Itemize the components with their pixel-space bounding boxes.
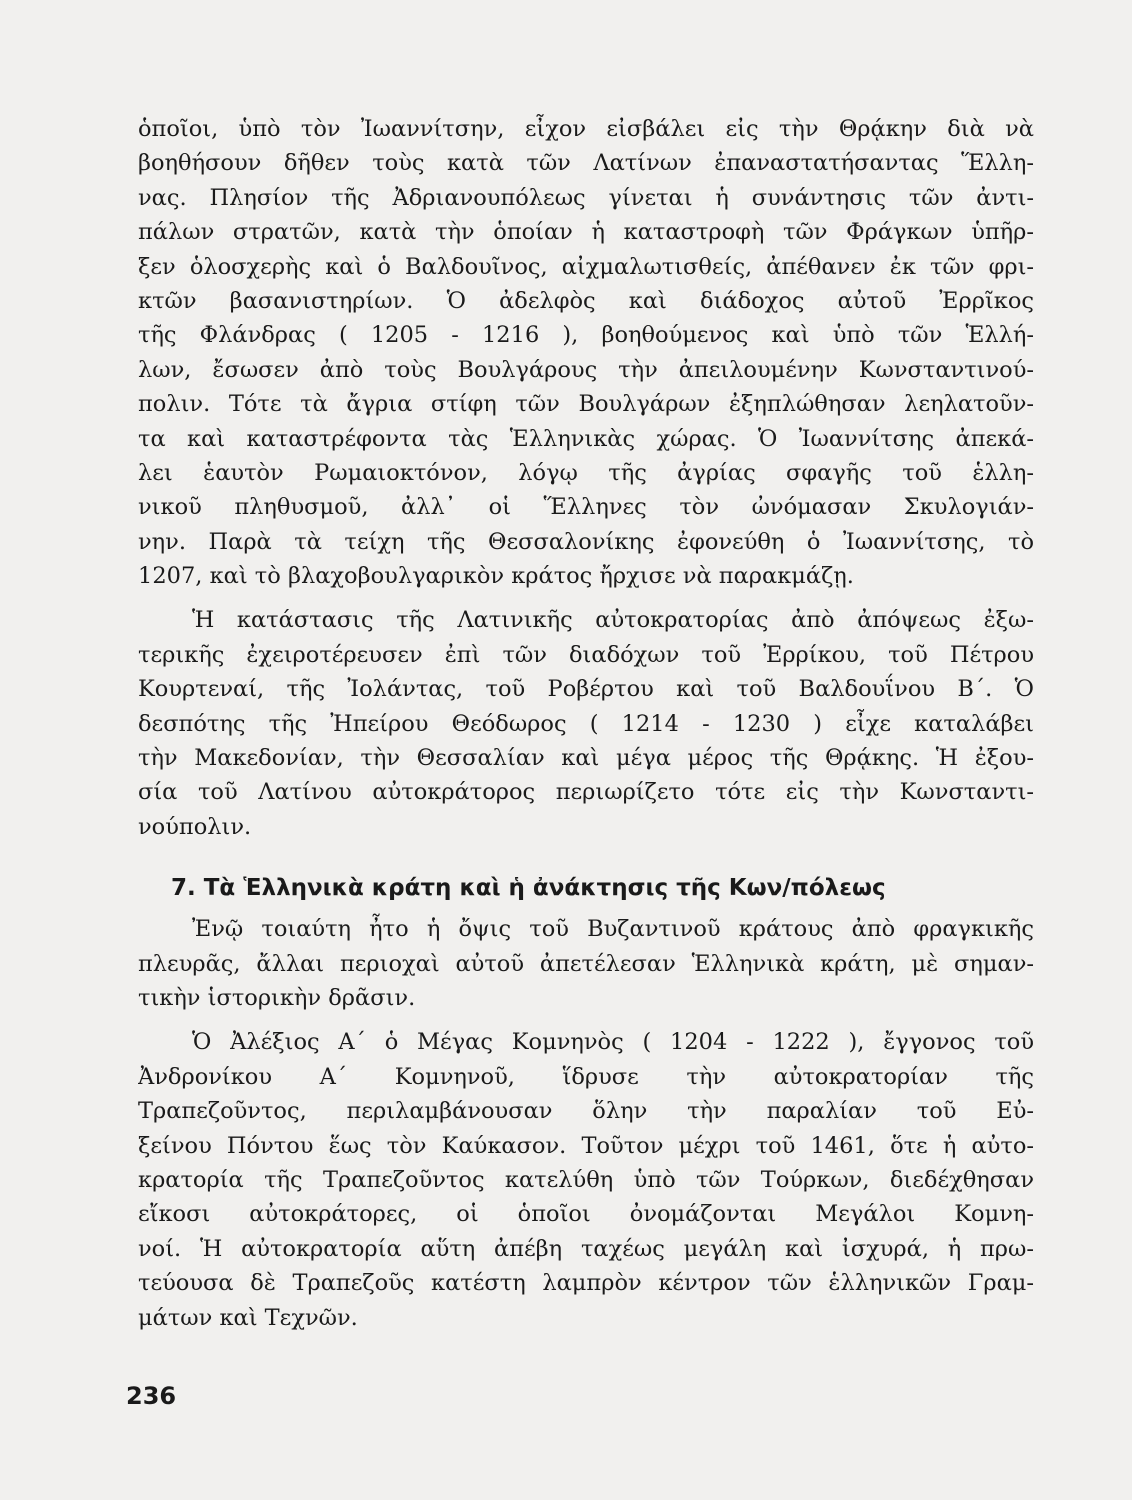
text-line: μάτων καὶ Τεχνῶν. xyxy=(138,1304,358,1331)
text-line: τὴν Μακεδονίαν, τὴν Θεσσαλίαν καὶ μέγα μέρος τῆς Θρᾴκης. Ἡ ἐξου- xyxy=(138,745,1034,772)
text-line: τερικῆς ἐχειροτέρευσεν ἐπὶ τῶν διαδόχων τοῦ Ἐρρίκου, τοῦ Πέτρου xyxy=(138,641,1034,668)
paragraph-2 xyxy=(138,603,1034,844)
text-line: τα καὶ καταστρέφοντα τὰς Ἑλληνικὰς χώρας. Ὁ Ἰωαννίτσης ἀπεκά- xyxy=(138,425,1034,452)
paragraph-4 xyxy=(138,1025,1034,1335)
text-line: εἴκοσι αὐτοκράτορες, οἱ ὁποῖοι ὀνομάζονται Μεγάλοι Κομνη- xyxy=(138,1201,1034,1228)
text-line: ξεν ὁλοσχερὴς καὶ ὁ Βαλδουῖνος, αἰχμαλωτισθείς, ἀπέθανεν ἐκ τῶν φρι- xyxy=(138,253,1034,280)
text-line: νούπολιν. xyxy=(138,813,252,840)
text-line: νην. Παρὰ τὰ τείχη τῆς Θεσσαλονίκης ἐφονεύθη ὁ Ἰωαννίτσης, τὸ xyxy=(138,528,1034,555)
text-line: σία τοῦ Λατίνου αὐτοκράτορος περιωρίζετο τότε εἰς τὴν Κωνσταντι- xyxy=(138,779,1034,806)
text-line: Ὁ Ἀλέξιος Α΄ ὁ Μέγας Κομνηνὸς ( 1204 - 1222 ), ἔγγονος τοῦ xyxy=(192,1029,1034,1056)
paragraph-1 xyxy=(138,112,1034,593)
text-line: πάλων στρατῶν, κατὰ τὴν ὁποίαν ἡ καταστροφὴ τῶν Φράγκων ὑπῆρ- xyxy=(138,219,1034,246)
text-line: Τραπεζοῦντος, περιλαμβάνουσαν ὅλην τὴν παραλίαν τοῦ Εὐ- xyxy=(138,1098,1034,1125)
text-line: τεύουσα δὲ Τραπεζοῦς κατέστη λαμπρὸν κέντρον τῶν ἑλληνικῶν Γραμ- xyxy=(138,1270,1034,1297)
section-heading: 7. Τὰ Ἑλληνικὰ κράτη καὶ ἡ ἀνάκτησις τῆς Κων/πόλεως xyxy=(171,875,886,902)
text-line: Κουρτεναί, τῆς Ἰολάντας, τοῦ Ροβέρτου καὶ τοῦ Βαλδουΐνου Β΄. Ὁ xyxy=(138,676,1034,703)
text-line: κτῶν βασανιστηρίων. Ὁ ἀδελφὸς καὶ διάδοχος αὐτοῦ Ἐρρῖκος xyxy=(138,287,1034,314)
text-line: τικὴν ἱστορικὴν δρᾶσιν. xyxy=(138,984,416,1011)
text-line: δεσπότης τῆς Ἠπείρου Θεόδωρος ( 1214 - 1230 ) εἶχε καταλάβει xyxy=(138,710,1034,737)
paragraph-3 xyxy=(138,912,1034,1015)
text-line: πλευρᾶς, ἄλλαι περιοχαὶ αὐτοῦ ἀπετέλεσαν Ἑλληνικὰ κράτη, μὲ σημαν- xyxy=(138,950,1034,977)
page-body xyxy=(138,112,1034,1335)
text-line: Ἐνῷ τοιαύτη ἦτο ἡ ὄψις τοῦ Βυζαντινοῦ κράτους ἀπὸ φραγκικῆς xyxy=(192,916,1034,943)
text-line: λων, ἔσωσεν ἀπὸ τοὺς Βουλγάρους τὴν ἀπειλουμένην Κωνσταντινού- xyxy=(138,356,1034,383)
text-line: λει ἑαυτὸν Ρωμαιοκτόνον, λόγῳ τῆς ἀγρίας σφαγῆς τοῦ ἑλλη- xyxy=(138,459,1034,486)
text-line: Ἀνδρονίκου Α΄ Κομνηνοῦ, ἵδρυσε τὴν αὐτοκρατορίαν τῆς xyxy=(138,1063,1034,1090)
text-line: νικοῦ πληθυσμοῦ, ἀλλ᾽ οἱ Ἕλληνες τὸν ὠνόμασαν Σκυλογιάν- xyxy=(138,494,1034,521)
text-line: ξείνου Πόντου ἕως τὸν Καύκασον. Τοῦτον μέχρι τοῦ 1461, ὅτε ἡ αὐτο- xyxy=(138,1132,1034,1159)
text-line: κρατορία τῆς Τραπεζοῦντος κατελύθη ὑπὸ τῶν Τούρκων, διεδέχθησαν xyxy=(138,1166,1034,1193)
text-line: πολιν. Τότε τὰ ἄγρια στίφη τῶν Βουλγάρων ἐξηπλώθησαν λεηλατοῦν- xyxy=(138,391,1034,418)
page-number: 236 xyxy=(126,1382,177,1410)
text-line: νας. Πλησίον τῆς Ἀδριανουπόλεως γίνεται ἡ συνάντησις τῶν ἀντι- xyxy=(138,184,1034,211)
text-line: τῆς Φλάνδρας ( 1205 - 1216 ), βοηθούμενος καὶ ὑπὸ τῶν Ἑλλή- xyxy=(138,322,1034,349)
text-line: Ἡ κατάστασις τῆς Λατινικῆς αὐτοκρατορίας ἀπὸ ἀπόψεως ἐξω- xyxy=(192,607,1034,634)
text-line: 1207, καὶ τὸ βλαχοβουλγαρικὸν κράτος ἤρχισε νὰ παρακμάζῃ. xyxy=(138,563,854,590)
text-line: βοηθήσουν δῆθεν τοὺς κατὰ τῶν Λατίνων ἐπαναστατήσαντας Ἕλλη- xyxy=(138,150,1034,177)
text-line: νοί. Ἡ αὐτοκρατορία αὕτη ἀπέβη ταχέως μεγάλη καὶ ἰσχυρά, ἡ πρω- xyxy=(138,1235,1034,1262)
text-line: ὁποῖοι, ὑπὸ τὸν Ἰωαννίτσην, εἶχον εἰσβάλει εἰς τὴν Θρᾴκην διὰ νὰ xyxy=(138,116,1034,142)
